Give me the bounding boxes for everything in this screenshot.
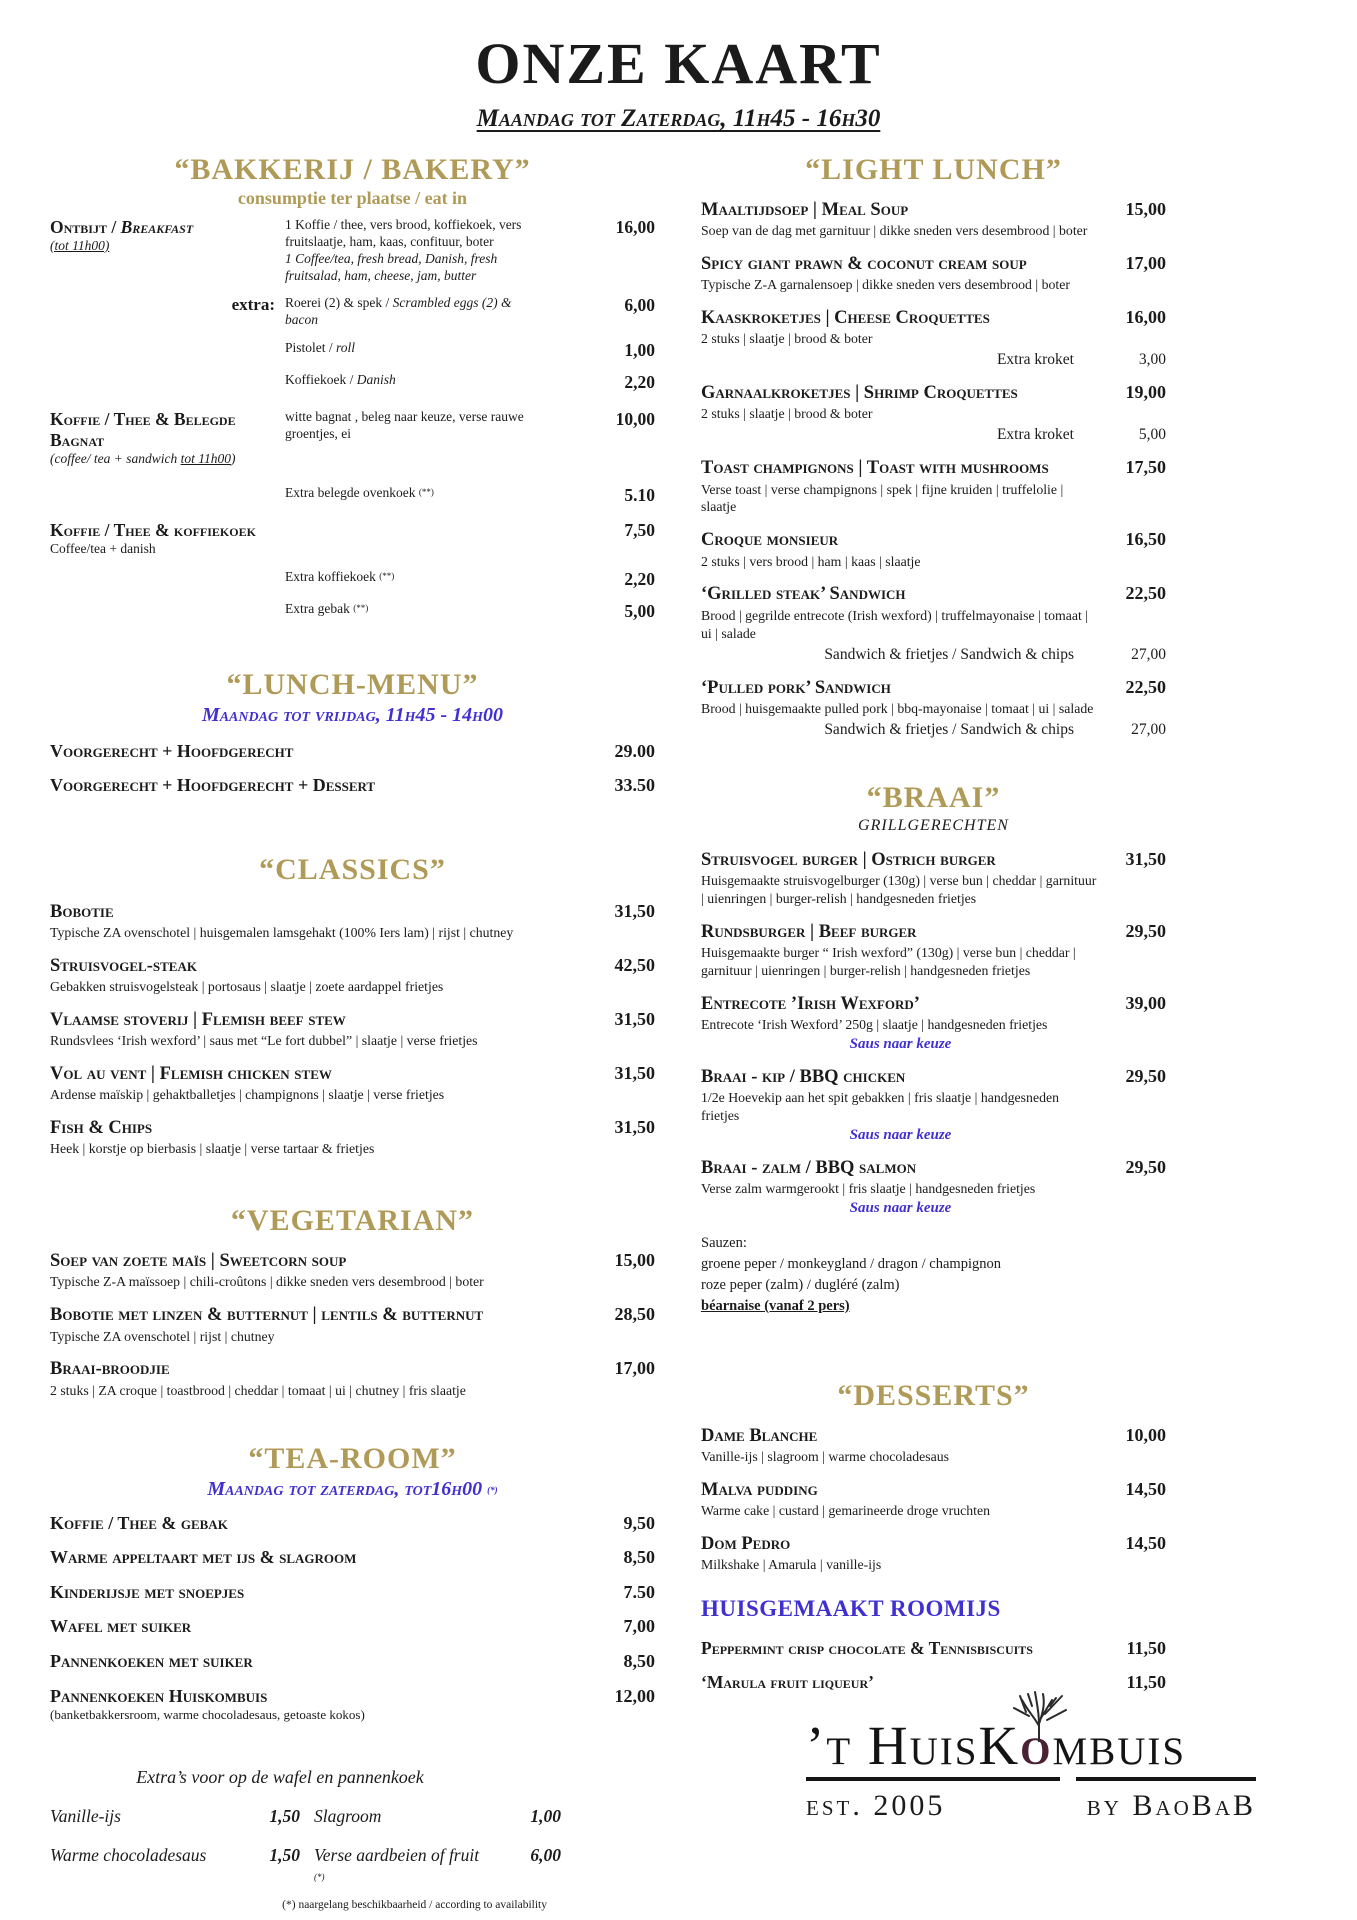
item-name: Toast champignons | Toast with mushrooms — [701, 458, 1049, 479]
item-price: 31,50 — [1125, 848, 1166, 869]
item-desc: Typische Z-A garnalensoep | dikke sneden vers desembrood | boter — [701, 277, 1070, 293]
item-price: 5,00 — [624, 600, 655, 621]
sauces-label: Sauzen: — [701, 1234, 747, 1251]
item-desc: Ardense maïskip | gehaktballetjes | champignons | slaatje | verse frietjes — [50, 1087, 445, 1103]
item-price: 31,50 — [614, 1063, 655, 1084]
item-name: ‘Pulled pork’ Sandwich — [701, 677, 891, 698]
item-name: Dom Pedro — [701, 1534, 791, 1555]
addon-label: Sandwich & frietjes / Sandwich & chips — [824, 720, 1074, 738]
footnote-mark: (*) — [487, 1484, 498, 1495]
item-price: 14,50 — [1125, 1533, 1166, 1554]
section-subtitle-tea-room: Maandag tot zaterdag, tot16h00 (*) — [207, 1477, 498, 1500]
item-desc: witte bagnat , beleg naar keuze, verse rauwe groentjes, ei — [285, 409, 524, 442]
menu-item — [701, 1533, 1166, 1574]
item-name: Vol au vent | Flemish chicken stew — [50, 1064, 332, 1085]
item-name: Koffie / Thee & koffiekoek — [50, 520, 256, 541]
left-column — [50, 153, 655, 1911]
footnote-mark: (*) — [314, 1871, 325, 1882]
item-price: 2,20 — [624, 372, 655, 393]
menu-item — [701, 1066, 1166, 1144]
item-price: 16,00 — [615, 216, 655, 237]
menu-item — [50, 520, 655, 557]
item-price: 7.50 — [623, 1581, 655, 1602]
sauce-choice-note: Saus naar keuze — [849, 1199, 952, 1216]
item-price: 15,00 — [1125, 198, 1166, 219]
page-title: ONZE KAART — [475, 31, 882, 96]
sauces-line: groene peper / monkeygland / dragon / champignon — [701, 1255, 1001, 1272]
item-price: 22,50 — [1125, 676, 1166, 697]
addon-label: Extra kroket — [996, 426, 1074, 444]
item-note: (coffee/ tea + sandwich — [50, 451, 181, 467]
item-desc: Warme cake | custard | gemarineerde droge vruchten — [701, 1503, 991, 1519]
item-price: 11,50 — [1126, 1672, 1166, 1693]
item-name: Vlaamse stoverij | Flemish beef stew — [50, 1009, 346, 1030]
item-name: Braai - zalm / BBQ salmon — [701, 1157, 917, 1178]
menu-item — [701, 253, 1166, 294]
item-desc: Koffiekoek / — [285, 372, 357, 388]
item-name: Verse aardbeien of fruit — [314, 1844, 480, 1865]
item-name: ‘Marula fruit liqueur’ — [701, 1672, 874, 1693]
extras-title: Extra’s voor op de wafel en pannenkoek — [136, 1766, 424, 1787]
item-price: 6,00 — [530, 1844, 561, 1865]
item-price: 19,00 — [1125, 382, 1166, 403]
item-name: Garnaalkroketjes | Shrimp Croquettes — [701, 383, 1018, 404]
item-note: (tot 11h00) — [50, 237, 110, 253]
menu-item — [50, 741, 655, 763]
item-name: Struisvogel burger | Ostrich burger — [701, 849, 996, 870]
footnote-mark: (**) — [379, 570, 395, 581]
section-heading-vegetarian: “VEGETARIAN” — [230, 1204, 475, 1238]
menu-item — [50, 1063, 655, 1104]
menu-item — [701, 921, 1166, 980]
item-addon — [701, 426, 1166, 444]
item-name: Ontbijt / — [50, 216, 121, 237]
logo-letter-o: o — [1020, 1715, 1052, 1776]
section-heading-lunch-menu: “LUNCH-MENU” — [226, 667, 479, 701]
item-desc: 2 stuks | vers brood | ham | kaas | slaatje — [701, 553, 921, 569]
item-desc: 1/2e Hoevekip aan het spit gebakken | fris slaatje | handgesneden frietjes — [701, 1089, 1059, 1123]
menu-item — [50, 901, 655, 942]
item-desc: Brood | huisgemaakte pulled pork | bbq-mayonaise | tomaat | ui | salade — [701, 700, 1094, 716]
page-subtitle: Maandag tot Zaterdag, 11h45 - 16h30 — [476, 104, 881, 132]
item-price: 5.10 — [624, 485, 655, 506]
menu-item — [50, 1582, 655, 1604]
item-name: Peppermint crisp chocolate & Tennisbiscuits — [701, 1638, 1033, 1659]
item-addon — [701, 721, 1166, 739]
item-name: Bobotie — [50, 901, 114, 922]
item-desc: Verse toast | verse champignons | spek | fijne kruiden | truffelolie | slaatje — [701, 481, 1064, 515]
item-price: 1,50 — [269, 1844, 300, 1865]
menu-item — [50, 1686, 655, 1723]
item-name: Warme chocoladesaus — [50, 1844, 207, 1865]
item-desc-en: Danish — [356, 372, 396, 388]
addon-price: 27,00 — [1131, 645, 1166, 663]
item-price: 10,00 — [1125, 1424, 1166, 1445]
item-name: Warme appeltaart met ijs & slagroom — [50, 1547, 357, 1568]
menu-item — [50, 955, 655, 996]
addon-price: 27,00 — [1131, 720, 1166, 738]
item-price: 29.00 — [614, 740, 655, 761]
item-desc: 2 stuks | slaatje | brood & boter — [701, 406, 873, 422]
section-heading-roomijs: HUISGEMAAKT ROOMIJS — [701, 1596, 1001, 1622]
restaurant-logo — [806, 1715, 1256, 1823]
menu-item — [701, 583, 1166, 663]
item-price: 16,50 — [1125, 529, 1166, 550]
item-price: 1,00 — [530, 1805, 561, 1826]
footnote-mark: (**) — [353, 602, 369, 613]
section-desserts — [701, 1379, 1166, 1574]
item-desc: Extra belegde ovenkoek — [285, 485, 419, 501]
addon-price: 5,00 — [1138, 426, 1166, 444]
item-name: Spicy giant prawn & coconut cream soup — [701, 254, 1027, 274]
item-desc: 1 Koffie / thee, vers brood, koffiekoek, vers fruitslaatje, ham, kaas, confituur, boter — [285, 216, 522, 249]
menu-item — [50, 1616, 655, 1638]
item-price: 1,00 — [624, 340, 655, 361]
item-desc: Extra koffiekoek — [285, 568, 380, 584]
menu-item — [50, 601, 655, 622]
sauces-line: béarnaise (vanaf 2 pers) — [701, 1297, 850, 1314]
item-desc: Brood | gegrilde entrecote (Irish wexford) | truffelmayonaise | tomaat | ui | salade — [701, 607, 1089, 641]
item-price: 8,50 — [623, 1650, 655, 1671]
item-name: Rundsburger | Beef burger — [701, 921, 917, 942]
logo-divider — [806, 1777, 1256, 1781]
item-name: Kinderijsje met snoepjes — [50, 1581, 245, 1602]
item-desc: 2 stuks | ZA croque | toastbrood | cheddar | tomaat | ui | chutney | fris slaatje — [50, 1382, 466, 1398]
menu-item — [50, 340, 655, 361]
sauce-choice-note: Saus naar keuze — [849, 1035, 952, 1052]
logo-established: est. 2005 — [806, 1789, 946, 1822]
item-name: ‘Grilled steak’ Sandwich — [701, 584, 906, 605]
section-subtitle-bakery: consumptie ter plaatse / eat in — [237, 187, 468, 208]
section-heading-tea-room: “TEA-ROOM” — [248, 1441, 457, 1475]
item-price: 8,50 — [623, 1547, 655, 1568]
sauce-choice-note: Saus naar keuze — [849, 1126, 952, 1143]
item-price: 17,50 — [1125, 457, 1166, 478]
item-name: Bobotie met linzen & butternut | lentils & butternut — [50, 1305, 484, 1326]
right-column — [701, 153, 1166, 1911]
item-price: 15,00 — [614, 1250, 655, 1271]
item-desc: Typische Z-A maïssoep | chili-croûtons | dikke sneden vers desembrood | boter — [50, 1274, 484, 1290]
item-name: Kaaskroketjes | Cheese Croquettes — [701, 308, 990, 329]
menu-columns — [0, 153, 1357, 1911]
menu-item — [50, 1358, 655, 1399]
item-price: 10,00 — [615, 409, 655, 430]
item-price: 42,50 — [614, 954, 655, 975]
item-note: Coffee/tea + danish — [50, 541, 156, 557]
item-price: 17,00 — [1125, 253, 1166, 273]
item-name: Fish & Chips — [50, 1118, 153, 1139]
item-name: Voorgerecht + Hoofdgerecht — [50, 740, 294, 761]
item-price: 28,50 — [614, 1304, 655, 1325]
item-addon — [701, 646, 1166, 664]
item-price: 14,50 — [1125, 1479, 1166, 1500]
menu-item — [701, 529, 1166, 570]
menu-item — [701, 1479, 1166, 1520]
item-price: 29,50 — [1125, 1065, 1166, 1086]
item-price: 29,50 — [1125, 920, 1166, 941]
menu-item — [701, 849, 1166, 908]
baobab-tree-icon — [1004, 1690, 1074, 1742]
item-desc-en: Scrambled eggs (2) & bacon — [285, 295, 512, 328]
section-waffle-extras — [50, 1766, 561, 1911]
menu-item — [50, 1547, 655, 1569]
item-price: 31,50 — [614, 1008, 655, 1029]
section-vegetarian — [50, 1204, 655, 1399]
addon-price: 3,00 — [1138, 351, 1166, 369]
menu-item — [701, 307, 1166, 369]
item-desc: Huisgemaakte struisvogelburger (130g) | verse bun | cheddar | garnituur | uienringen | burger-relish | handgesneden frietjes — [701, 872, 1097, 906]
item-desc: (banketbakkersroom, warme chocoladesaus, getoaste kokos) — [50, 1707, 365, 1723]
menu-item — [50, 485, 655, 506]
item-price: 2,20 — [624, 568, 655, 589]
item-price: 22,50 — [1125, 583, 1166, 604]
item-price: 6,00 — [624, 295, 655, 316]
item-name-en: Breakfast — [120, 216, 194, 237]
menu-item — [701, 199, 1166, 240]
section-light-lunch — [701, 153, 1166, 739]
item-name: Braai-broodjie — [50, 1359, 170, 1380]
item-desc: Rundsvlees ‘Irish wexford’ | saus met “Le fort dubbel” | slaatje | verse frietjes — [50, 1033, 478, 1049]
item-name: Malva pudding — [701, 1480, 818, 1501]
item-name: Pannenkoeken Huiskombuis — [50, 1685, 268, 1706]
item-name: Dame Blanche — [701, 1425, 818, 1446]
sauces-line: roze peper (zalm) / dugléré (zalm) — [701, 1276, 900, 1293]
item-name: Pannenkoeken met suiker — [50, 1650, 253, 1671]
section-classics — [50, 853, 655, 1159]
item-price: 31,50 — [614, 900, 655, 921]
menu-item — [50, 1651, 655, 1673]
item-addon — [701, 351, 1166, 369]
menu-item — [701, 382, 1166, 444]
item-desc: Extra gebak — [285, 600, 354, 616]
item-name: Braai - kip / BBQ chicken — [701, 1066, 906, 1087]
item-desc: Roerei (2) & spek / — [285, 295, 393, 311]
item-name: Slagroom — [314, 1805, 382, 1826]
menu-item — [701, 1157, 1166, 1217]
availability-footnote: (*) naargelang beschikbaarheid / according to availability — [282, 1898, 547, 1911]
menu-item — [701, 1425, 1166, 1466]
item-name: Wafel met suiker — [50, 1616, 192, 1637]
section-bakery — [50, 153, 655, 622]
section-heading-light-lunch: “LIGHT LUNCH” — [805, 152, 1062, 186]
menu-item — [701, 1672, 1166, 1693]
section-heading-classics: “CLASSICS” — [259, 852, 446, 886]
logo-name: ’t HuisK ombuis — [806, 1718, 1256, 1773]
menu-item — [50, 1304, 655, 1345]
logo-by-baobab: by BaoBaB — [1086, 1789, 1256, 1822]
item-price: 17,00 — [614, 1358, 655, 1379]
section-braai — [701, 781, 1166, 1317]
item-name: Struisvogel-steak — [50, 955, 197, 976]
item-price: 7,50 — [624, 520, 655, 541]
item-desc: Entrecote ‘Irish Wexford’ 250g | slaatje | handgesneden frietjes — [701, 1016, 1048, 1032]
item-desc: Huisgemaakte burger “ Irish wexford” (130g) | verse bun | cheddar | garnituur | uienringen | burger-relish | handgesneden frietjes — [701, 944, 1076, 978]
bakery-items — [50, 217, 655, 622]
menu-item — [50, 775, 655, 797]
item-price: 12,00 — [614, 1685, 655, 1706]
item-price: 7,00 — [623, 1616, 655, 1637]
item-desc: Verse zalm warmgerookt | fris slaatje | handgesneden frietjes — [701, 1181, 1036, 1196]
menu-item — [701, 457, 1166, 516]
item-desc: Milkshake | Amarula | vanille-ijs — [701, 1557, 882, 1573]
menu-item — [701, 1638, 1166, 1659]
item-desc: Soep van de dag met garnituur | dikke sneden vers desembrood | boter — [701, 223, 1088, 239]
addon-label: Sandwich & frietjes / Sandwich & chips — [824, 645, 1074, 663]
section-subtitle-lunch-menu: Maandag tot vrijdag, 11h45 - 14h00 — [201, 703, 504, 726]
item-name: Koffie / Thee & Belegde Bagnat — [50, 409, 236, 451]
menu-item — [50, 1117, 655, 1158]
section-heading-desserts: “DESSERTS” — [837, 1378, 1030, 1412]
section-subtitle-braai: GRILLGERECHTEN — [858, 816, 1009, 834]
item-desc: Vanille-ijs | slagroom | warme chocoladesaus — [701, 1449, 950, 1465]
item-desc: Gebakken struisvogelsteak | portosaus | slaatje | zoete aardappel frietjes — [50, 979, 444, 994]
menu-item — [701, 993, 1166, 1053]
item-price: 9,50 — [623, 1512, 655, 1533]
item-price: 1,50 — [269, 1805, 300, 1826]
item-price: 33.50 — [614, 775, 655, 796]
menu-item — [701, 677, 1166, 739]
item-desc: Pistolet / — [285, 340, 337, 356]
section-lunch-menu — [50, 668, 655, 797]
menu-item — [50, 1513, 655, 1535]
menu-item — [50, 217, 655, 285]
item-name: Croque monsieur — [701, 530, 839, 551]
item-desc: Typische ZA ovenschotel | huisgemalen lamsgehakt (100% Iers lam) | rijst | chutney — [50, 924, 514, 940]
item-price: 39,00 — [1125, 992, 1166, 1013]
item-price: 29,50 — [1125, 1156, 1166, 1177]
footnote-mark: (**) — [418, 487, 434, 498]
menu-item — [50, 295, 655, 329]
item-name: Soep van zoete maïs | Sweetcorn soup — [50, 1251, 347, 1272]
addon-label: Extra kroket — [996, 351, 1074, 369]
item-price: 31,50 — [614, 1117, 655, 1138]
item-name: Voorgerecht + Hoofdgerecht + Dessert — [50, 775, 376, 796]
section-heading-braai: “BRAAI” — [866, 780, 1001, 814]
section-roomijs — [701, 1596, 1166, 1693]
item-price: 16,00 — [1125, 307, 1166, 328]
menu-item — [50, 372, 655, 393]
item-desc: Heek | korstje op bierbasis | slaatje | verse tartaar & frietjes — [50, 1141, 375, 1157]
section-heading-bakery: “BAKKERIJ / BAKERY” — [174, 152, 531, 186]
item-name: Koffie / Thee & gebak — [50, 1512, 228, 1533]
item-price: 11,50 — [1126, 1638, 1166, 1659]
item-name: Entrecote ’Irish Wexford’ — [701, 993, 920, 1014]
section-tea-room — [50, 1442, 655, 1723]
item-desc-en: roll — [336, 340, 356, 356]
menu-item — [50, 569, 655, 590]
menu-item: Koffie / Thee & Belegde Bagnat (coffee/ tea + sandwich tot 11h00) witte bagnat , beleg naar keuze, verse rauwe groentjes, ei 10,00 — [50, 409, 655, 467]
menu-item — [50, 1009, 655, 1050]
item-name: Vanille-ijs — [50, 1805, 121, 1826]
extra-label: extra: — [231, 295, 275, 315]
sauces-list — [701, 1233, 1166, 1317]
item-desc: 2 stuks | slaatje | brood & boter — [701, 331, 873, 347]
item-desc: Typische ZA ovenschotel | rijst | chutney — [50, 1328, 275, 1344]
menu-item — [50, 1250, 655, 1291]
item-name: Maaltijdsoep | Meal Soup — [701, 199, 909, 220]
item-desc-en: 1 Coffee/tea, fresh bread, Danish, fresh fruitsalad, ham, cheese, jam, butter — [285, 250, 498, 283]
